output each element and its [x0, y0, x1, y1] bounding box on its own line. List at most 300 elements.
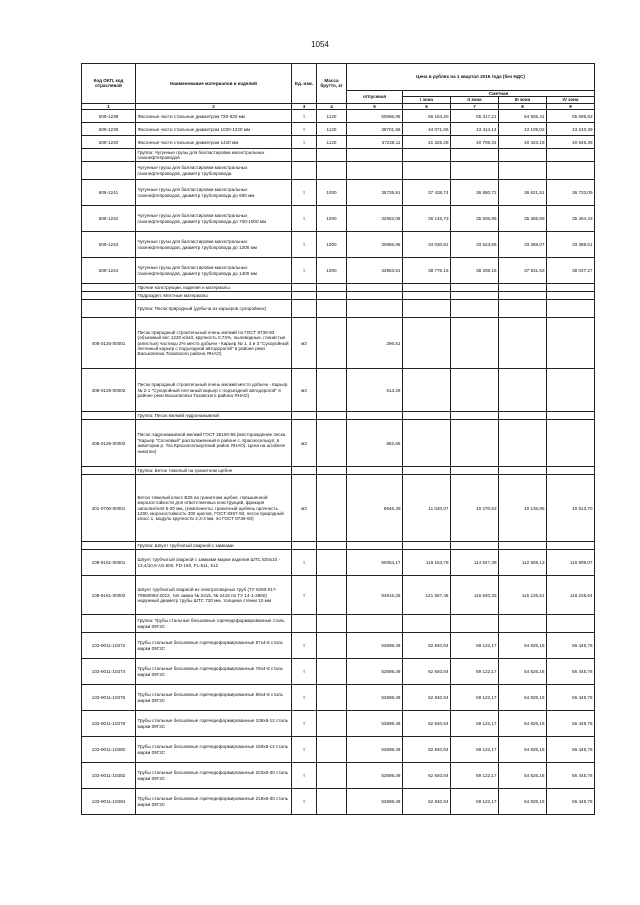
header-zone-1: I зона: [403, 97, 451, 103]
row-name: Песок природный строительный очень мелкий по ГОСТ 8736-93 (объемный вес 1220 кг/м3, крупность 0,74%, пылевидные, глинистые (илистые) частицы 2% место добычи - Карьер № 1, 2 и 3 "Сухоройный песчаный карьер с подъездной автодорогой" в районе реки Васьковэяха Тазовского района ЯНАО): [136, 318, 292, 369]
row-code: [82, 412, 136, 420]
row-zone-4-price: [547, 162, 595, 180]
row-mass: [317, 763, 347, 789]
row-release-price: 296,51: [347, 318, 403, 369]
row-code: [82, 615, 136, 633]
row-release-price: [347, 292, 403, 300]
row-mass: [317, 550, 347, 576]
row-zone-3-price: [499, 284, 547, 292]
table-row: [82, 292, 595, 300]
row-mass: [317, 467, 347, 475]
row-code: [82, 162, 136, 180]
row-zone-1-price: 62 840,64: [403, 789, 451, 815]
row-code: 509-1243: [82, 232, 136, 258]
row-code: 109-9161-00001: [82, 550, 136, 576]
row-mass: [317, 318, 347, 369]
row-zone-3-price: [499, 542, 547, 550]
row-code: 103-9011-10384: [82, 789, 136, 815]
row-code: [82, 292, 136, 300]
row-release-price: 862,65: [347, 420, 403, 467]
row-code: 109-9161-00002: [82, 576, 136, 615]
row-release-price: 613,29: [347, 369, 403, 412]
row-zone-1-price: 62 840,64: [403, 737, 451, 763]
row-mass: 1000: [317, 206, 347, 232]
row-zone-3-price: 43 109,02: [499, 123, 547, 136]
row-zone-4-price: [547, 542, 595, 550]
table-row: [82, 136, 595, 149]
row-code: 408-0125-00002: [82, 420, 136, 467]
row-zone-2-price: [451, 149, 499, 162]
table-row: [82, 685, 595, 711]
row-mass: [317, 789, 347, 815]
row-code: [82, 542, 136, 550]
header-zone-3: III зона: [499, 97, 547, 103]
row-zone-3-price: [499, 149, 547, 162]
row-name: Чугунные грузы для балластировки магистральных газонефтепроводов, диаметр трубопровода до 600 мм: [136, 180, 292, 206]
row-zone-4-price: 33 389,51: [547, 232, 595, 258]
row-zone-3-price: 54 826,16: [499, 737, 547, 763]
row-zone-4-price: 55 095,83: [547, 110, 595, 123]
row-zone-4-price: 56 445,76: [547, 659, 595, 685]
row-code: 103-9011-10380: [82, 737, 136, 763]
row-unit: т: [292, 633, 317, 659]
row-release-price: [347, 542, 403, 550]
row-name: Чугунные грузы для балластировки магистральных газонефтепроводов, диаметр трубопровода: [136, 162, 292, 180]
row-zone-2-price: 55 317,21: [451, 110, 499, 123]
header-price-group: Цена в рублях на 1 квартал 2016 года (без НДС): [347, 64, 595, 91]
row-zone-1-price: 11 020,07: [403, 475, 451, 542]
row-zone-4-price: [547, 420, 595, 467]
row-release-price: 53698,49: [347, 633, 403, 659]
row-unit: т: [292, 232, 317, 258]
row-zone-4-price: 10 613,70: [547, 475, 595, 542]
row-zone-4-price: [547, 292, 595, 300]
row-zone-1-price: [403, 292, 451, 300]
column-number: 7: [451, 103, 499, 109]
column-number: 4: [317, 103, 347, 109]
row-name: Группа: Чугунные грузы для балластировки магистральных газонефтепроводов: [136, 149, 292, 162]
row-zone-1-price: 62 840,64: [403, 763, 451, 789]
row-zone-2-price: 33 523,66: [451, 232, 499, 258]
row-zone-1-price: 119 163,78: [403, 550, 451, 576]
row-release-price: 35726,91: [347, 180, 403, 206]
row-release-price: 39701,66: [347, 123, 403, 136]
row-zone-4-price: 38 047,27: [547, 258, 595, 284]
row-name: Группа: Трубы стальные бесшовные горячедеформированные сталь марки 09Г2С: [136, 615, 292, 633]
column-number: 3: [292, 103, 317, 109]
row-unit: [292, 300, 317, 318]
header-estimate-price: Сметная: [403, 91, 595, 97]
row-release-price: 94915,25: [347, 576, 403, 615]
column-number: 2: [136, 103, 292, 109]
row-zone-4-price: [547, 467, 595, 475]
row-zone-1-price: 37 438,74: [403, 180, 451, 206]
row-mass: [317, 633, 347, 659]
row-release-price: 53698,49: [347, 737, 403, 763]
row-zone-3-price: 40 423,19: [499, 136, 547, 149]
row-unit: т: [292, 258, 317, 284]
row-zone-4-price: 56 445,76: [547, 685, 595, 711]
row-zone-3-price: [499, 615, 547, 633]
table-row: [82, 659, 595, 685]
row-release-price: 53698,49: [347, 789, 403, 815]
row-zone-3-price: [499, 292, 547, 300]
row-name: Песок гидронамывной мелкий ГОСТ 25100-95 (месторождение песка "Карьер "Сосновый" расположенный в районе с. Красноселькуп, в акватории р. Таз Красноселькупский район ЯНАО). Цена на штабеле намотке): [136, 420, 292, 467]
row-zone-2-price: 59 122,17: [451, 685, 499, 711]
table-row: [82, 737, 595, 763]
row-code: 509-1239: [82, 123, 136, 136]
row-mass: 1000: [317, 258, 347, 284]
row-name: Трубы стальные бесшовные горячедеформированные 108х8-12 сталь марки 09Г2С: [136, 711, 292, 737]
row-zone-2-price: [451, 284, 499, 292]
row-name: Прочие конструкции, изделия и материалы: [136, 284, 292, 292]
table-row: [82, 763, 595, 789]
row-release-price: 50596,85: [347, 110, 403, 123]
row-name: Чугунные грузы для балластировки магистральных газонефтепроводов, диаметр трубопровода до 1400 мм: [136, 258, 292, 284]
row-zone-1-price: [403, 467, 451, 475]
row-name: Трубы стальные бесшовные горячедеформированные 219х8-30 сталь марки 09Г2С: [136, 789, 292, 815]
row-release-price: 8646,39: [347, 475, 403, 542]
table-row: [82, 576, 595, 615]
row-zone-2-price: 40 709,31: [451, 136, 499, 149]
table-row: [82, 110, 595, 123]
row-code: [82, 467, 136, 475]
row-zone-3-price: [499, 369, 547, 412]
row-name: Трубы стальные бесшовные горячедеформированные 57х4-6 сталь марки 09Г2С: [136, 633, 292, 659]
row-name: Группа: Песок природный (добыча из карьеров сухоройных): [136, 300, 292, 318]
row-zone-4-price: 116 899,07: [547, 550, 595, 576]
row-unit: т: [292, 136, 317, 149]
row-zone-1-price: 121 567,46: [403, 576, 451, 615]
row-zone-2-price: 59 122,17: [451, 737, 499, 763]
table-row: [82, 123, 595, 136]
row-unit: [292, 615, 317, 633]
table-row: [82, 475, 595, 542]
row-unit: [292, 467, 317, 475]
row-zone-4-price: 56 445,76: [547, 789, 595, 815]
row-zone-4-price: [547, 284, 595, 292]
row-name: Трубы стальные бесшовные горячедеформированные 76х4-6 сталь марки 09Г2С: [136, 659, 292, 685]
row-unit: т: [292, 206, 317, 232]
row-zone-3-price: [499, 412, 547, 420]
row-unit: т: [292, 789, 317, 815]
row-mass: 1120: [317, 136, 347, 149]
row-mass: [317, 576, 347, 615]
row-zone-3-price: 54 826,16: [499, 711, 547, 737]
row-unit: т: [292, 659, 317, 685]
row-zone-4-price: 56 445,76: [547, 763, 595, 789]
row-mass: [317, 412, 347, 420]
row-name: Фасонные части стальные диаметром 1020-1220 мм: [136, 123, 292, 136]
row-zone-2-price: [451, 292, 499, 300]
row-zone-1-price: 62 840,64: [403, 711, 451, 737]
row-name: Подраздел: Местные материалы: [136, 292, 292, 300]
table-row: [82, 258, 595, 284]
row-zone-3-price: 115 126,51: [499, 576, 547, 615]
table-row: [82, 711, 595, 737]
row-zone-3-price: [499, 318, 547, 369]
row-mass: 1000: [317, 180, 347, 206]
column-number: 1: [82, 103, 136, 109]
table-row: [82, 789, 595, 815]
row-zone-1-price: [403, 162, 451, 180]
header-zone-2: II зона: [451, 97, 499, 103]
header-name: Наименование материалов и изделий: [136, 64, 292, 104]
row-zone-3-price: [499, 162, 547, 180]
row-name: Шпунт трубчатый сварной из электросварных труб (ТУ 5260-017-79580093-2012, тип замка № 2415, № 2416 по ТУ 14-1-3860) наружный диаметр трубы ШТС 720 мм, толщина стенки 10 мм: [136, 576, 292, 615]
row-zone-2-price: 35 606,96: [451, 206, 499, 232]
row-mass: 1000: [317, 232, 347, 258]
row-zone-2-price: 10 270,53: [451, 475, 499, 542]
row-zone-2-price: 43 414,14: [451, 123, 499, 136]
row-zone-1-price: [403, 300, 451, 318]
row-zone-3-price: 54 826,16: [499, 685, 547, 711]
row-code: [82, 284, 136, 292]
row-release-price: [347, 149, 403, 162]
row-zone-4-price: [547, 412, 595, 420]
row-zone-1-price: 41 325,28: [403, 136, 451, 149]
row-unit: т: [292, 763, 317, 789]
row-release-price: [347, 162, 403, 180]
row-zone-2-price: 36 880,72: [451, 180, 499, 206]
row-name: Трубы стальные бесшовные горячедеформированные 159х8-12 сталь марки 09Г2С: [136, 737, 292, 763]
row-zone-1-price: [403, 420, 451, 467]
row-name: Песок природный строительный очень мелкий место добычи - Карьер № 2-1 "Сухоройный песчаный карьер с подъездной автодорогой" в районе реки Васьковэяха Тазовского района ЯНАО): [136, 369, 292, 412]
row-mass: [317, 685, 347, 711]
header-zone-4: IV зона: [547, 97, 595, 103]
table-row: [82, 633, 595, 659]
row-zone-1-price: 34 030,91: [403, 232, 451, 258]
row-release-price: [347, 300, 403, 318]
row-code: 509-1240: [82, 136, 136, 149]
row-code: 401-0700-00001: [82, 475, 136, 542]
row-mass: [317, 737, 347, 763]
row-name: Шпунт трубчатый сварной с замками марки изделия ШТС 820х10 - 13,4/10,6 АS-500, FD-160, FL-511, 512: [136, 550, 292, 576]
row-name: Группа: Бетон тяжелый на гранитном щебне: [136, 467, 292, 475]
row-release-price: [347, 467, 403, 475]
table-row: [82, 615, 595, 633]
row-code: 408-0125-00002: [82, 369, 136, 412]
column-number: 5: [347, 103, 403, 109]
row-zone-3-price: 54 826,16: [499, 633, 547, 659]
row-release-price: 34953,51: [347, 258, 403, 284]
row-unit: т: [292, 711, 317, 737]
row-name: Чугунные грузы для балластировки магистральных газонефтепроводов, диаметр трубопровода до 700-1000 мм: [136, 206, 292, 232]
table-row: [82, 149, 595, 162]
row-zone-1-price: [403, 318, 451, 369]
row-zone-4-price: 43 240,39: [547, 123, 595, 136]
row-code: 509-1242: [82, 206, 136, 232]
row-release-price: [347, 615, 403, 633]
row-release-price: 90054,17: [347, 550, 403, 576]
row-zone-1-price: [403, 542, 451, 550]
header-mass: Масса брутто, кг: [317, 64, 347, 104]
row-release-price: 53698,49: [347, 685, 403, 711]
row-unit: м3: [292, 318, 317, 369]
row-unit: т: [292, 550, 317, 576]
row-name: Чугунные грузы для балластировки магистральных газонефтепроводов, диаметр трубопровода до 1200 мм: [136, 232, 292, 258]
row-name: Группа: Шпунт трубчатый сварной с замками: [136, 542, 292, 550]
row-zone-4-price: 56 445,76: [547, 711, 595, 737]
table-row: [82, 420, 595, 467]
row-zone-3-price: [499, 420, 547, 467]
row-zone-2-price: 116 840,33: [451, 576, 499, 615]
row-unit: м3: [292, 475, 317, 542]
column-number: 8: [499, 103, 547, 109]
row-zone-1-price: 44 071,06: [403, 123, 451, 136]
row-zone-3-price: 35 356,69: [499, 206, 547, 232]
row-zone-4-price: [547, 369, 595, 412]
row-zone-2-price: [451, 420, 499, 467]
row-zone-2-price: [451, 318, 499, 369]
row-code: 103-9011-10372: [82, 633, 136, 659]
table-row: [82, 542, 595, 550]
row-release-price: [347, 412, 403, 420]
row-unit: т: [292, 576, 317, 615]
row-release-price: 53698,49: [347, 659, 403, 685]
row-zone-3-price: 36 621,51: [499, 180, 547, 206]
row-code: 103-9011-10374: [82, 659, 136, 685]
header-code: Код ОКП, код отраслевой: [82, 64, 136, 104]
row-mass: [317, 542, 347, 550]
table-row: [82, 412, 595, 420]
row-mass: [317, 300, 347, 318]
row-zone-3-price: 33 288,07: [499, 232, 547, 258]
row-unit: т: [292, 110, 317, 123]
row-mass: [317, 369, 347, 412]
row-mass: 1120: [317, 123, 347, 136]
row-zone-1-price: 62 840,64: [403, 633, 451, 659]
row-unit: т: [292, 180, 317, 206]
row-release-price: 53698,49: [347, 711, 403, 737]
row-unit: [292, 542, 317, 550]
row-code: 103-9011-10378: [82, 711, 136, 737]
table-row: [82, 550, 595, 576]
row-mass: [317, 420, 347, 467]
row-mass: [317, 149, 347, 162]
row-zone-2-price: [451, 412, 499, 420]
row-unit: [292, 162, 317, 180]
row-zone-2-price: 114 647,39: [451, 550, 499, 576]
table-row: [82, 284, 595, 292]
row-zone-2-price: 59 122,17: [451, 711, 499, 737]
row-zone-4-price: 35 464,43: [547, 206, 595, 232]
row-mass: [317, 659, 347, 685]
row-zone-2-price: [451, 542, 499, 550]
row-zone-4-price: [547, 300, 595, 318]
row-zone-1-price: [403, 369, 451, 412]
row-zone-2-price: [451, 369, 499, 412]
row-zone-3-price: 112 559,13: [499, 550, 547, 576]
row-zone-2-price: 59 122,17: [451, 633, 499, 659]
row-mass: [317, 615, 347, 633]
row-zone-3-price: 37 931,63: [499, 258, 547, 284]
row-name: Группа: Песок мелкий гидронамывной: [136, 412, 292, 420]
row-zone-4-price: 118 226,64: [547, 576, 595, 615]
row-name: Трубы стальные бесшовные горячедеформированные 89х4-6 сталь марки 09Г2С: [136, 685, 292, 711]
row-release-price: 32582,08: [347, 206, 403, 232]
row-zone-3-price: 54 926,41: [499, 110, 547, 123]
row-zone-2-price: [451, 300, 499, 318]
row-code: 103-9011-10376: [82, 685, 136, 711]
row-zone-2-price: 59 122,17: [451, 763, 499, 789]
row-zone-4-price: [547, 318, 595, 369]
row-code: 103-9011-10382: [82, 763, 136, 789]
table-row: [82, 318, 595, 369]
row-mass: [317, 292, 347, 300]
table-row: [82, 162, 595, 180]
row-zone-2-price: [451, 162, 499, 180]
row-release-price: 37228,11: [347, 136, 403, 149]
row-zone-3-price: [499, 300, 547, 318]
row-unit: [292, 292, 317, 300]
row-name: Трубы стальные бесшовные горячедеформированные 203х8-30 сталь марки 09Г2С: [136, 763, 292, 789]
row-code: 509-1241: [82, 180, 136, 206]
row-zone-1-price: 38 775,15: [403, 258, 451, 284]
row-name: Фасонные части стальные диаметром 1420 мм: [136, 136, 292, 149]
row-code: 408-0125-00001: [82, 318, 136, 369]
row-zone-2-price: 59 122,17: [451, 659, 499, 685]
row-mass: [317, 475, 347, 542]
row-zone-2-price: [451, 467, 499, 475]
row-unit: т: [292, 123, 317, 136]
row-zone-1-price: [403, 615, 451, 633]
table-row: [82, 300, 595, 318]
row-unit: т: [292, 737, 317, 763]
row-zone-4-price: [547, 615, 595, 633]
table-body: [82, 110, 595, 815]
row-release-price: 30856,95: [347, 232, 403, 258]
row-zone-3-price: 10 136,85: [499, 475, 547, 542]
row-zone-3-price: 54 826,16: [499, 763, 547, 789]
row-zone-2-price: [451, 615, 499, 633]
row-zone-4-price: 56 445,76: [547, 737, 595, 763]
row-mass: 1120: [317, 110, 347, 123]
column-number: 6: [403, 103, 451, 109]
row-zone-4-price: 56 445,76: [547, 633, 595, 659]
page-number: 1054: [311, 40, 329, 49]
row-unit: [292, 149, 317, 162]
row-zone-1-price: 62 840,64: [403, 659, 451, 685]
row-code: [82, 149, 136, 162]
row-unit: т: [292, 685, 317, 711]
table-row: [82, 180, 595, 206]
row-zone-3-price: 54 826,16: [499, 659, 547, 685]
row-unit: м3: [292, 420, 317, 467]
row-zone-4-price: [547, 149, 595, 162]
row-unit: [292, 284, 317, 292]
row-zone-4-price: 40 546,39: [547, 136, 595, 149]
row-name: Бетон тяжелый класс В25 на гранитном щебне, повышенной морозостойкости для ответственных конструкций, фракция заполнителя 5-20 мм, (компоненты: гранитный щебень прочность 1200, морозостойкость 300 циклов, ГОСТ 8267-93, песок природный класс 1, модуль крупности 2,3-3 мм, по ГОСТ 8736-93): [136, 475, 292, 542]
price-table: [81, 63, 595, 815]
row-zone-4-price: 36 733,09: [547, 180, 595, 206]
header-release-price: отпускная: [347, 91, 403, 104]
row-unit: м3: [292, 369, 317, 412]
table-row: [82, 369, 595, 412]
table-row: [82, 232, 595, 258]
row-release-price: [347, 284, 403, 292]
table-row: [82, 206, 595, 232]
row-name: Фасонные части стальные диаметром 720-820 мм: [136, 110, 292, 123]
row-zone-1-price: [403, 412, 451, 420]
header-unit: Ед. изм.: [292, 64, 317, 104]
row-mass: [317, 711, 347, 737]
row-code: 509-1244: [82, 258, 136, 284]
row-mass: [317, 284, 347, 292]
row-zone-1-price: 36 145,73: [403, 206, 451, 232]
row-zone-1-price: [403, 284, 451, 292]
row-zone-1-price: [403, 149, 451, 162]
